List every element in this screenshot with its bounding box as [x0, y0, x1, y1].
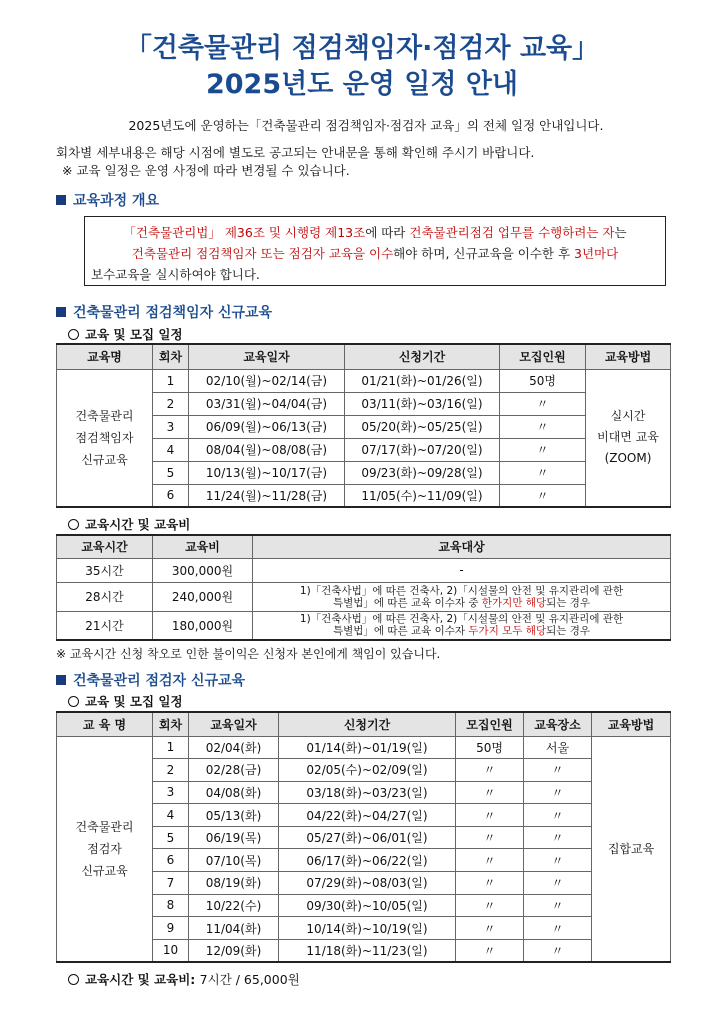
table-row: 2 03/31(월)~04/04(금) 03/11(화)~03/16(일) 〃	[57, 392, 671, 415]
table-row: 건축물관리 점검책임자 신규교육 1 02/10(월)~02/14(금) 01/21(화)~01/26(일) 50명 실시간 비대면 교육 (ZOOM)	[57, 369, 671, 392]
course-name-cell: 건축물관리 점검자 신규교육	[57, 736, 153, 962]
table-row: 6 07/10(목) 06/17(화)~06/22(일) 〃 〃	[57, 849, 671, 872]
table-row: 10 12/09(화) 11/18(화)~11/23(일) 〃 〃	[57, 939, 671, 962]
table-row: 3 06/09(월)~06/13(금) 05/20(화)~05/25(일) 〃	[57, 415, 671, 438]
table-row: 4 05/13(화) 04/22(화)~04/27(일) 〃 〃	[57, 804, 671, 827]
intro-paragraph-1: 2025년도에 운영하는「건축물관리 점검책임자·점검자 교육」의 전체 일정 안내입니다.	[128, 118, 604, 133]
col-header: 교육일자	[189, 712, 279, 736]
section2-heading: 건축물관리 점검자 신규교육	[56, 670, 245, 690]
col-header: 교 육 명	[57, 712, 153, 736]
table-row: 8 10/22(수) 09/30(화)~10/05(일) 〃 〃	[57, 894, 671, 917]
section1-fee-table	[56, 534, 671, 641]
col-header: 교육장소	[524, 712, 592, 736]
square-bullet-icon	[56, 195, 66, 205]
square-bullet-icon	[56, 307, 66, 317]
square-bullet-icon	[56, 675, 66, 685]
col-header: 교육방법	[586, 344, 671, 369]
section2-schedule-table	[56, 711, 671, 963]
page-title-line2: 2025년도 운영 일정 안내	[205, 69, 518, 100]
table-row: 3 04/08(화) 03/18(화)~03/23(일) 〃 〃	[57, 781, 671, 804]
col-header: 신청기간	[345, 344, 500, 369]
section1-fee-subheading: 교육시간 및 교육비	[68, 515, 190, 533]
table-row: 7 08/19(화) 07/29(화)~08/03(일) 〃 〃	[57, 872, 671, 895]
overview-heading: 교육과정 개요	[56, 190, 159, 210]
section1-schedule-subheading: 교육 및 모집 일정	[68, 325, 183, 343]
intro-notice: ※ 교육 일정은 운영 사정에 따라 변경될 수 있습니다.	[62, 163, 350, 178]
section1-schedule-table	[56, 343, 671, 508]
col-header: 교육명	[57, 344, 153, 369]
col-header: 회차	[153, 344, 189, 369]
section1-heading: 건축물관리 점검책임자 신규교육	[56, 302, 272, 322]
table-row: 2 02/28(금) 02/05(수)~02/09(일) 〃 〃	[57, 759, 671, 782]
col-header: 회차	[153, 712, 189, 736]
col-header: 교육비	[153, 535, 253, 558]
table-row: 35시간 300,000원 -	[57, 558, 671, 582]
overview-box: 「건축물관리법」 제36조 및 시행령 제13조에 따라 건축물관리점검 업무를 수행하려는 자는 건축물관리 점검책임자 또는 점검자 교육을 이수해야 하며, 신규교육을 이수한 후 3년마다 보수교육을 실시하여야 합니다.	[84, 216, 666, 286]
col-header: 교육대상	[253, 535, 671, 558]
table-row: 5 06/19(목) 05/27(화)~06/01(일) 〃 〃	[57, 826, 671, 849]
section2-fee-line: 교육시간 및 교육비: 7시간 / 65,000원	[68, 970, 300, 988]
method-cell: 집합교육	[592, 736, 671, 962]
intro-paragraph-2: 회차별 세부내용은 해당 시점에 별도로 공고되는 안내문을 통해 확인해 주시기 바랍니다.	[56, 145, 535, 160]
circle-bullet-icon	[68, 519, 79, 530]
section2-schedule-subheading: 교육 및 모집 일정	[68, 692, 183, 710]
course-name-cell: 건축물관리 점검책임자 신규교육	[57, 369, 153, 507]
table-row: 6 11/24(월)~11/28(금) 11/05(수)~11/09(일) 〃	[57, 484, 671, 507]
table-row: 건축물관리 점검자 신규교육 1 02/04(화) 01/14(화)~01/19(일) 50명 서울 집합교육	[57, 736, 671, 759]
col-header: 교육시간	[57, 535, 153, 558]
page-title-line1: 「건축물관리 점검책임자·점검자 교육」	[124, 33, 600, 64]
circle-bullet-icon	[68, 696, 79, 707]
table-row: 5 10/13(월)~10/17(금) 09/23(화)~09/28(일) 〃	[57, 461, 671, 484]
col-header: 모집인원	[500, 344, 586, 369]
col-header: 교육방법	[592, 712, 671, 736]
circle-bullet-icon	[68, 974, 79, 985]
table-row: 28시간 240,000원 1)「건축사법」에 따른 건축사, 2)「시설물의 안전 및 유지관리에 관한 특별법」에 따른 교육 이수자 중 한가지만 해당되는 경우	[57, 582, 671, 611]
col-header: 교육일자	[189, 344, 345, 369]
col-header: 신청기간	[279, 712, 456, 736]
table-row: 9 11/04(화) 10/14(화)~10/19(일) 〃 〃	[57, 917, 671, 940]
col-header: 모집인원	[456, 712, 524, 736]
section1-fee-note: ※ 교육시간 신청 착오로 인한 불이익은 신청자 본인에게 책임이 있습니다.	[56, 647, 441, 661]
table-row: 21시간 180,000원 1)「건축사법」에 따른 건축사, 2)「시설물의 안전 및 유지관리에 관한 특별법」에 따른 교육 이수자 두가지 모두 해당되는 경우	[57, 611, 671, 640]
method-cell: 실시간 비대면 교육 (ZOOM)	[586, 369, 671, 507]
table-row: 4 08/04(월)~08/08(금) 07/17(화)~07/20(일) 〃	[57, 438, 671, 461]
circle-bullet-icon	[68, 329, 79, 340]
